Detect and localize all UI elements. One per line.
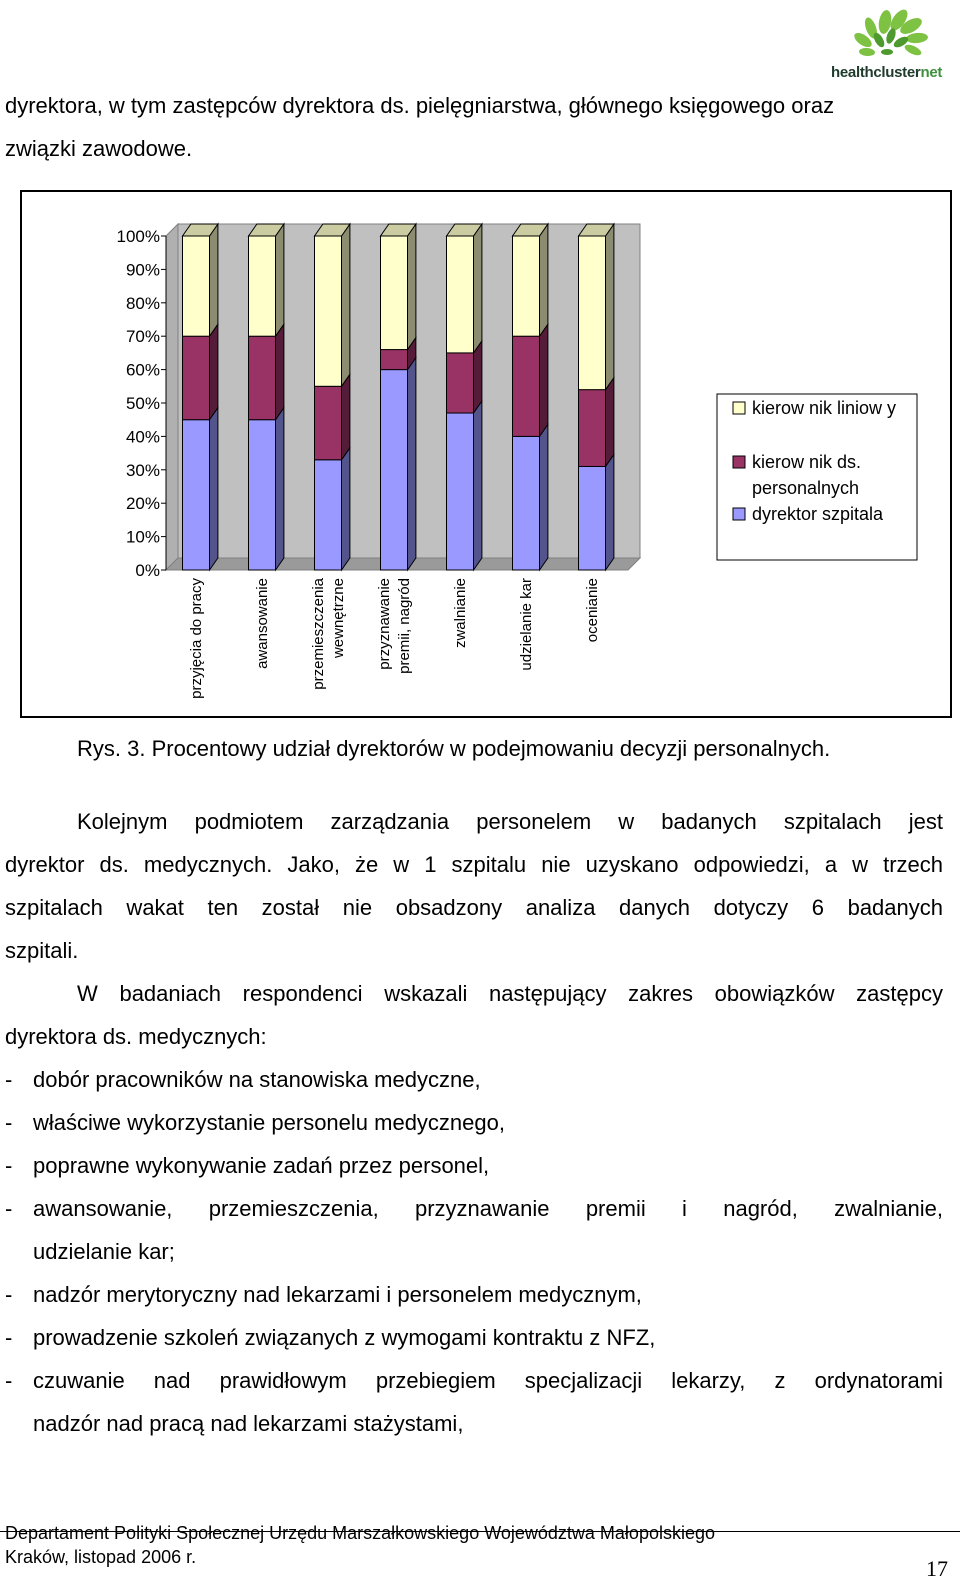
- bar-segment-side: [606, 454, 614, 570]
- bullet-dash: -: [5, 1196, 13, 1221]
- list-item: [5, 1316, 943, 1359]
- bar-segment-side: [408, 224, 416, 350]
- bar-segment-front: [513, 436, 540, 570]
- bar-segment-side: [210, 408, 218, 570]
- bar-segment-side: [540, 424, 548, 570]
- text-line: Kolejnym podmiotem zarządzania personelem w badanych szpitalach jest: [77, 809, 943, 834]
- bar-segment-side: [210, 224, 218, 336]
- legend-swatch: [733, 402, 745, 414]
- bar-segment-front: [447, 353, 474, 413]
- text-line: dyrektora, w tym zastępców dyrektora ds. pielęgniarstwa, głównego księgowego oraz: [5, 93, 835, 118]
- bar-segment-side: [408, 358, 416, 570]
- bar-segment-front: [183, 236, 210, 336]
- list-item: [5, 1058, 943, 1101]
- bar-segment-front: [249, 336, 276, 420]
- legend-label: dyrektor szpitala: [752, 504, 884, 524]
- paragraph-intro: [5, 84, 834, 170]
- duties-list: [5, 1058, 943, 1445]
- list-item-text: dobór pracowników na stanowiska medyczne,: [33, 1067, 481, 1092]
- bar-segment-front: [513, 336, 540, 436]
- footer-line-2: Kraków, listopad 2006 r.: [5, 1547, 197, 1567]
- x-category-label: zwalnianie: [452, 578, 469, 649]
- y-tick-label: 20%: [125, 494, 160, 514]
- bullet-dash: -: [5, 1110, 13, 1135]
- list-item-text: nadzór merytoryczny nad lekarzami i personelem medycznym,: [33, 1282, 642, 1307]
- x-category-label: udzielanie kar: [518, 578, 535, 671]
- y-tick-label: 40%: [125, 427, 160, 447]
- bar-segment-side: [474, 401, 482, 570]
- figure-caption: Rys. 3. Procentowy udział dyrektorów w podejmowaniu decyzji personalnych.: [77, 736, 831, 761]
- y-tick-label: 10%: [125, 527, 160, 547]
- bar-segment-front: [315, 386, 342, 459]
- bar-segment-front: [579, 390, 606, 467]
- legend-label: kierow nik liniow y: [752, 398, 897, 418]
- bar-segment-side: [606, 378, 614, 467]
- bullet-dash: -: [5, 1153, 13, 1178]
- bar-segment-side: [342, 224, 350, 386]
- bullet-dash: -: [5, 1282, 13, 1307]
- bar-segment-front: [249, 236, 276, 336]
- y-tick-label: 30%: [125, 460, 160, 480]
- bar-segment-front: [315, 460, 342, 570]
- list-item-text: właściwe wykorzystanie personelu medycznego,: [33, 1110, 505, 1135]
- text-line: związki zawodowe.: [5, 136, 193, 161]
- page-number: 17: [926, 1556, 948, 1581]
- chart-canvas: [22, 192, 950, 716]
- bar-segment-side: [276, 324, 284, 420]
- list-item-text: nadzór nad pracą nad lekarzami stażystami,: [33, 1411, 464, 1436]
- leaf-burst-icon: [827, 6, 947, 66]
- text-line: dyrektora ds. medycznych:: [5, 1024, 267, 1049]
- list-item-text: czuwanie nad prawidłowym przebiegiem specjalizacji lekarzy, z ordynatorami: [33, 1368, 943, 1393]
- bar-segment-front: [381, 370, 408, 570]
- bullet-dash: -: [5, 1325, 13, 1350]
- legend-swatch: [733, 456, 745, 468]
- y-tick-label: 80%: [125, 293, 160, 313]
- x-category-label: awansowanie: [254, 578, 271, 669]
- y-tick-label: 60%: [125, 360, 160, 380]
- x-category-label: przyznawanie: [376, 578, 393, 670]
- chart-legend: [717, 394, 917, 560]
- paragraph-3: [5, 972, 943, 1058]
- bar-segment-side: [342, 448, 350, 570]
- list-item-text: awansowanie, przemieszczenia, przyznawanie premii i nagród, zwalnianie,: [33, 1196, 943, 1221]
- list-item: [5, 1359, 943, 1445]
- bar-segment-side: [606, 224, 614, 390]
- bar-segment-side: [342, 374, 350, 459]
- y-tick-label: 70%: [125, 327, 160, 347]
- list-item-text: prowadzenie szkoleń związanych z wymogami kontraktu z NFZ,: [33, 1325, 656, 1350]
- x-category-label: premii, nagród: [396, 578, 413, 674]
- y-tick-label: 50%: [125, 394, 160, 413]
- paragraph-2: [5, 800, 943, 972]
- bar-segment-front: [579, 236, 606, 390]
- bullet-dash: -: [5, 1368, 13, 1393]
- legend-label: personalnych: [752, 478, 860, 498]
- text-line: dyrektor ds. medycznych. Jako, że w 1 szpitalu nie uzyskano odpowiedzi, a w trzech: [5, 852, 943, 877]
- text-line: szpitalach wakat ten został nie obsadzony analiza danych dotyczy 6 badanych: [5, 895, 943, 920]
- list-item: [5, 1101, 943, 1144]
- bar-segment-front: [183, 336, 210, 420]
- bar-segment-front: [513, 236, 540, 336]
- list-item: [5, 1187, 943, 1273]
- x-category-label: wewnętrzne: [330, 578, 347, 659]
- text-line: W badaniach respondenci wskazali następujący zakres obowiązków zastępcy: [77, 981, 943, 1006]
- list-item-text: poprawne wykonywanie zadań przez personel,: [33, 1153, 490, 1178]
- footer-line-1: Departament Polityki Społecznej Urzędu Marszałkowskiego Województwa Małopolskiego: [5, 1523, 715, 1543]
- bullet-dash: -: [5, 1067, 13, 1092]
- bar-segment-front: [447, 413, 474, 570]
- legend-label: kierow nik ds.: [752, 452, 862, 472]
- bar-segment-front: [249, 420, 276, 570]
- stacked-bar-chart: [20, 190, 952, 718]
- list-item-text: udzielanie kar;: [33, 1239, 175, 1264]
- bar-segment-front: [447, 236, 474, 353]
- healthclusternet-logo: [827, 6, 947, 86]
- x-category-label: przyjęcia do pracy: [188, 578, 205, 699]
- y-tick-label: 90%: [125, 260, 160, 280]
- y-tick-label: 0%: [135, 561, 160, 580]
- bar-segment-side: [474, 224, 482, 353]
- bar-segment-side: [540, 224, 548, 336]
- y-tick-label: 100%: [116, 227, 160, 246]
- list-item: [5, 1144, 943, 1187]
- bar-segment-front: [381, 236, 408, 350]
- bar-segment-front: [315, 236, 342, 386]
- x-category-label: ocenianie: [584, 578, 601, 643]
- list-item: [5, 1273, 943, 1316]
- bar-segment-side: [540, 324, 548, 436]
- bar-segment-front: [183, 420, 210, 570]
- x-category-label: przemieszczenia: [310, 578, 327, 690]
- bar-segment-side: [210, 324, 218, 420]
- chart-side-wall: [166, 224, 178, 570]
- bar-segment-side: [276, 408, 284, 570]
- bar-segment-side: [276, 224, 284, 336]
- bar-segment-front: [579, 466, 606, 570]
- legend-swatch: [733, 508, 745, 520]
- bar-segment-front: [381, 350, 408, 370]
- logo-text: healthclusternet: [831, 64, 943, 81]
- text-line: szpitali.: [5, 938, 79, 963]
